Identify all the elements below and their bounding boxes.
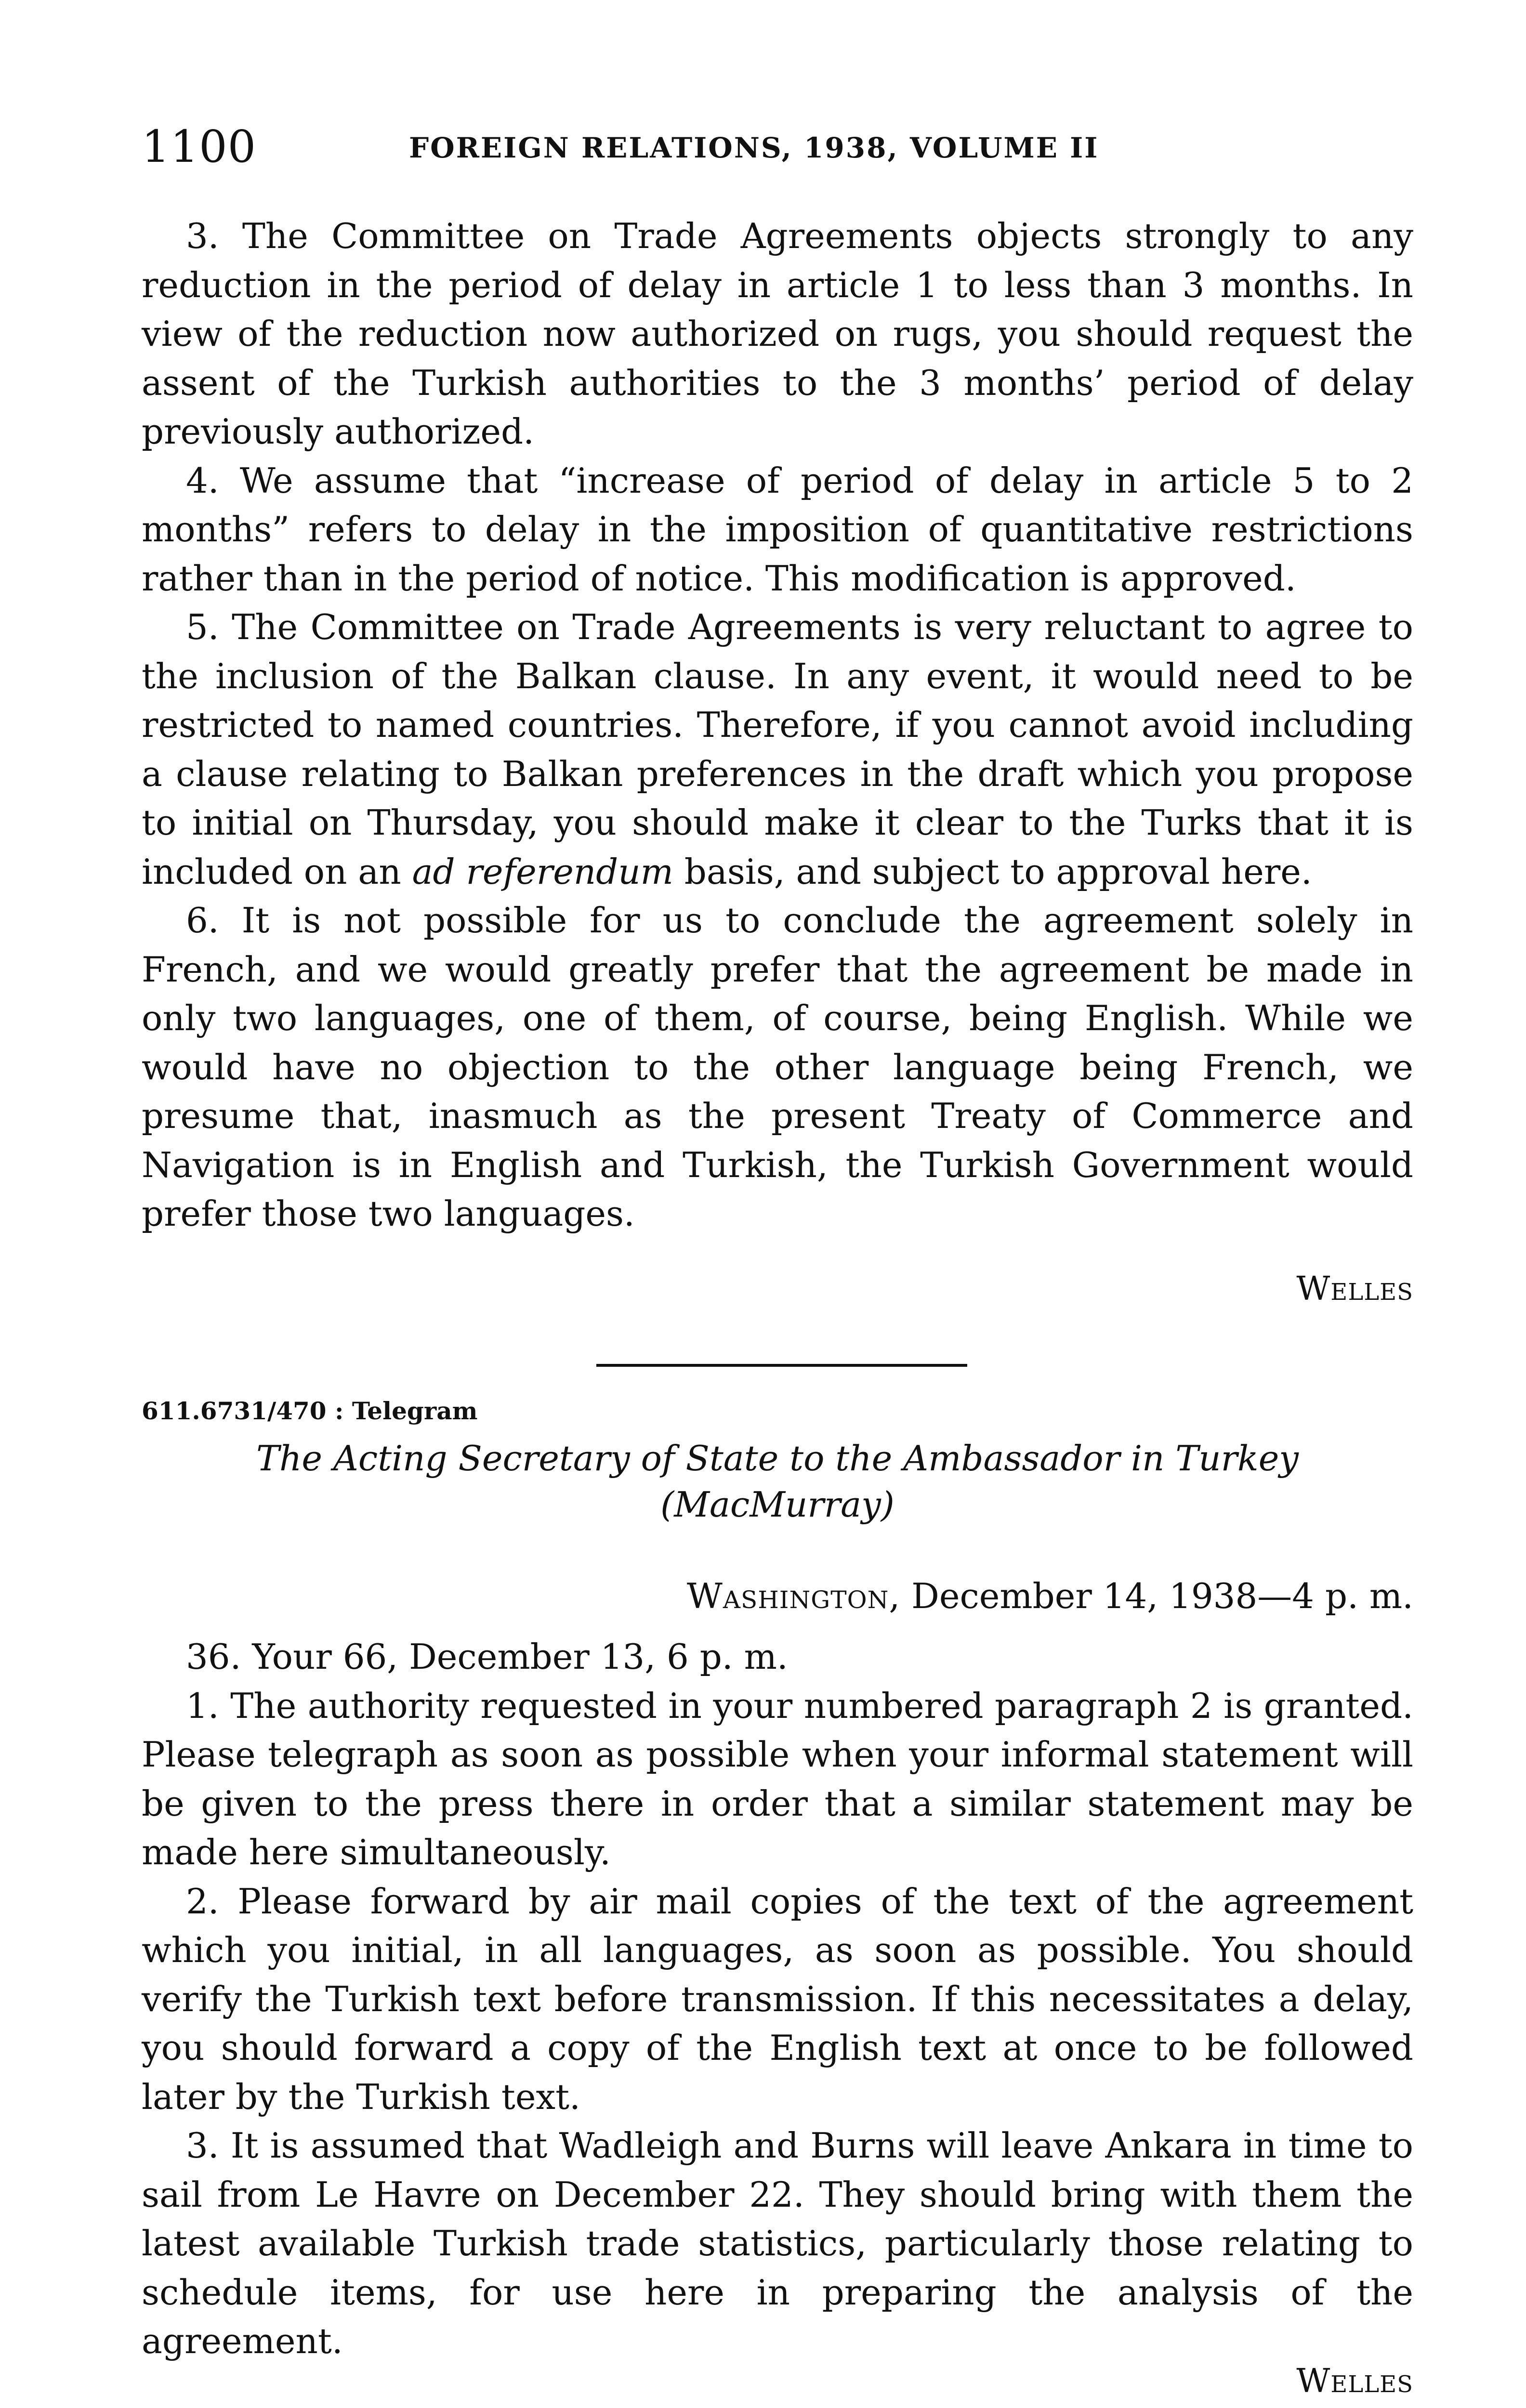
paragraph-5-text-after: basis, and subject to approval here. (673, 851, 1312, 892)
second-document-body (142, 1633, 1413, 2366)
document-title-line-2: (MacMurray) (660, 1484, 895, 1525)
signature-welles-second: Welles (1296, 2362, 1413, 2400)
document-title-line-1: The Acting Secretary of State to the Ambassador in Turkey (256, 1438, 1299, 1479)
file-reference: 611.6731/470 : Telegram (142, 1397, 478, 1425)
page-header (142, 120, 1413, 178)
telegram-paragraph-1: 1. The authority requested in your numbered paragraph 2 is granted. Please telegraph as soon as possible when your informal statement will be given to the press there in order that a similar statement may be made here simultaneously. (142, 1685, 1413, 1872)
dateline-time: December 14, 1938—4 p. m. (900, 1576, 1413, 1616)
running-head: FOREIGN RELATIONS, 1938, VOLUME II (409, 131, 1099, 164)
page-number: 1100 (142, 121, 257, 172)
section-divider (596, 1364, 967, 1367)
dateline-place: Washington, (686, 1576, 901, 1616)
first-document-body (142, 212, 1413, 1239)
telegram-paragraph-3: 3. It is assumed that Wadleigh and Burns will leave Ankara in time to sail from Le Havre on December 22. They should bring with them the latest available Turkish trade statistics, particularly those relating to schedule items, for use here in preparing the analysis of the agreement. (142, 2125, 1413, 2361)
paragraph-5-text-before: 5. The Committee on Trade Agreements is very reluctant to agree to the inclusion of the Balkan clause. In any event, it would need to be restricted to named countries. Therefore, if you cannot avoid including a clause relating to Balkan preferences in the draft which you propose to initial on Thursday, you should make it clear to the Turks that it is included on an (142, 607, 1413, 892)
paragraph-3: 3. The Committee on Trade Agreements objects strongly to any reduction in the period of delay in article 1 to less than 3 months. In view of the reduction now authorized on rugs, you should request the assent of the Turkish authorities to the 3 months’ period of delay previously authorized. (142, 216, 1413, 452)
telegram-reference-paragraph: 36. Your 66, December 13, 6 p. m. (186, 1636, 788, 1677)
paragraph-4: 4. We assume that “increase of period of delay in article 5 to 2 months” refers to delay in the imposition of quantitative restrictions rather than in the period of notice. This modification is approved. (142, 460, 1413, 599)
paragraph-5 (142, 603, 1413, 896)
dateline (687, 1573, 1413, 1619)
paragraph-6: 6. It is not possible for us to conclude the agreement solely in French, and we would greatly prefer that the agreement be made in only two languages, one of them, of course, being English. While we would have no objection to the other language being French, we presume that, inasmuch as the present Treaty of Commerce and Navigation is in English and Turkish, the Turkish Government would prefer those two languages. (142, 900, 1413, 1234)
ad-referendum-term: ad referendum (412, 851, 673, 892)
document-title (142, 1435, 1413, 1528)
telegram-paragraph-2: 2. Please forward by air mail copies of the text of the agreement which you initial, in all languages, as soon as possible. You should verify the Turkish text before transmission. If this necessitates a delay, you should forward a copy of the English text at once to be followed later by the Turkish text. (142, 1881, 1413, 2117)
signature-welles-first: Welles (1296, 1270, 1413, 1308)
